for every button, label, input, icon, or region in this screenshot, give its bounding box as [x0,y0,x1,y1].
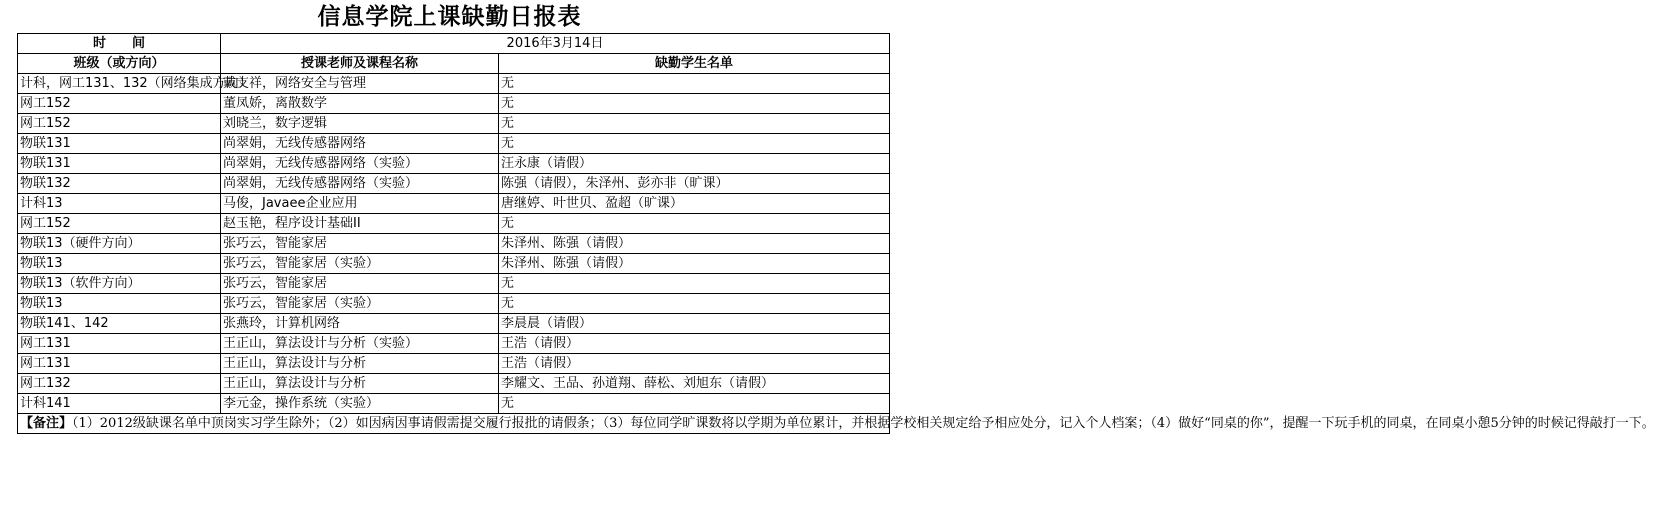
course-cell: 张巧云，智能家居 [221,234,499,254]
absent-cell: 唐继婷、叶世贝、盈超（旷课） [499,194,890,214]
absent-cell: 无 [499,94,890,114]
absent-cell: 王浩（请假） [499,354,890,374]
course-cell: 王正山，算法设计与分析（实验） [221,334,499,354]
course-cell: 马俊，Javaee企业应用 [221,194,499,214]
class-cell: 网工131 [18,354,221,374]
notes-text: （1）2012级缺课名单中顶岗实习学生除外；（2）如因病因事请假需提交履行报批的请假条；（3）每位同学旷课数将以学期为单位累计，并根据学校相关规定给予相应处分，记入个人档案；（4）做好“同桌的你”，提醒一下玩手机的同桌，在同桌小憩5分钟的时候记得敲打一下。 [72,415,1655,431]
absent-cell: 陈强（请假），朱泽州、彭亦非（旷课） [499,174,890,194]
class-cell: 物联13 [18,254,221,274]
column-header-absent-students: 缺勤学生名单 [499,54,890,74]
class-cell: 物联131 [18,134,221,154]
absent-cell: 无 [499,214,890,234]
table-row [18,74,890,94]
time-label: 时 间 [18,34,221,54]
course-cell: 张巧云，智能家居（实验） [221,254,499,274]
class-cell: 计科13 [18,194,221,214]
column-header-class: 班级（或方向） [18,54,221,74]
absent-cell: 无 [499,274,890,294]
absent-cell: 汪永康（请假） [499,154,890,174]
course-cell: 张燕玲，计算机网络 [221,314,499,334]
class-cell: 物联132 [18,174,221,194]
class-cell: 物联141、142 [18,314,221,334]
notes-cell [18,414,1655,434]
table-row [18,174,890,194]
absent-cell: 李耀文、王品、孙道翔、薛松、刘旭东（请假） [499,374,890,394]
notes-label: 【备注】 [20,415,73,431]
course-cell: 董凤娇，离散数学 [221,94,499,114]
class-cell: 物联131 [18,154,221,174]
course-cell: 王正山，算法设计与分析 [221,374,499,394]
absent-cell: 王浩（请假） [499,334,890,354]
class-cell: 计科141 [18,394,221,414]
absent-cell: 无 [499,114,890,134]
table-row [18,234,890,254]
column-header-teacher-course: 授课老师及课程名称 [221,54,499,74]
table-row [18,334,890,354]
course-cell: 戴支祥，网络安全与管理 [221,74,499,94]
table-row [18,354,890,374]
table-row [18,374,890,394]
absent-cell: 无 [499,394,890,414]
course-cell: 张巧云，智能家居（实验） [221,294,499,314]
class-cell: 计科，网工131、132（网络集成方向） [18,74,221,94]
report-title: 信息学院上课缺勤日报表 [317,3,582,30]
notes-row [18,414,890,434]
table-row [18,154,890,174]
absent-cell: 朱泽州、陈强（请假） [499,254,890,274]
class-cell: 物联13（软件方向） [18,274,221,294]
table-row [18,134,890,154]
table-row [18,194,890,214]
absent-cell: 无 [499,134,890,154]
class-cell: 网工152 [18,214,221,234]
absence-report-table [17,33,1655,434]
class-cell: 物联13 [18,294,221,314]
course-cell: 尚翠娟，无线传感器网络（实验） [221,154,499,174]
table-row [18,274,890,294]
report-date: 2016年3月14日 [221,34,890,54]
course-cell: 王正山，算法设计与分析 [221,354,499,374]
course-cell: 赵玉艳，程序设计基础II [221,214,499,234]
table-row [18,214,890,234]
absent-cell: 朱泽州、陈强（请假） [499,234,890,254]
class-cell: 物联13（硬件方向） [18,234,221,254]
table-row [18,394,890,414]
class-cell: 网工152 [18,94,221,114]
absent-cell: 无 [499,74,890,94]
course-cell: 张巧云，智能家居 [221,274,499,294]
column-header-row [18,54,890,74]
course-cell: 刘晓兰，数字逻辑 [221,114,499,134]
course-cell: 李元金，操作系统（实验） [221,394,499,414]
class-cell: 网工132 [18,374,221,394]
table-row [18,314,890,334]
course-cell: 尚翠娟，无线传感器网络 [221,134,499,154]
table-row [18,294,890,314]
absent-cell: 李晨晨（请假） [499,314,890,334]
class-cell: 网工152 [18,114,221,134]
absent-cell: 无 [499,294,890,314]
class-cell: 网工131 [18,334,221,354]
time-row [18,34,890,54]
table-row [18,114,890,134]
table-row [18,254,890,274]
table-row [18,94,890,114]
course-cell: 尚翠娟，无线传感器网络（实验） [221,174,499,194]
